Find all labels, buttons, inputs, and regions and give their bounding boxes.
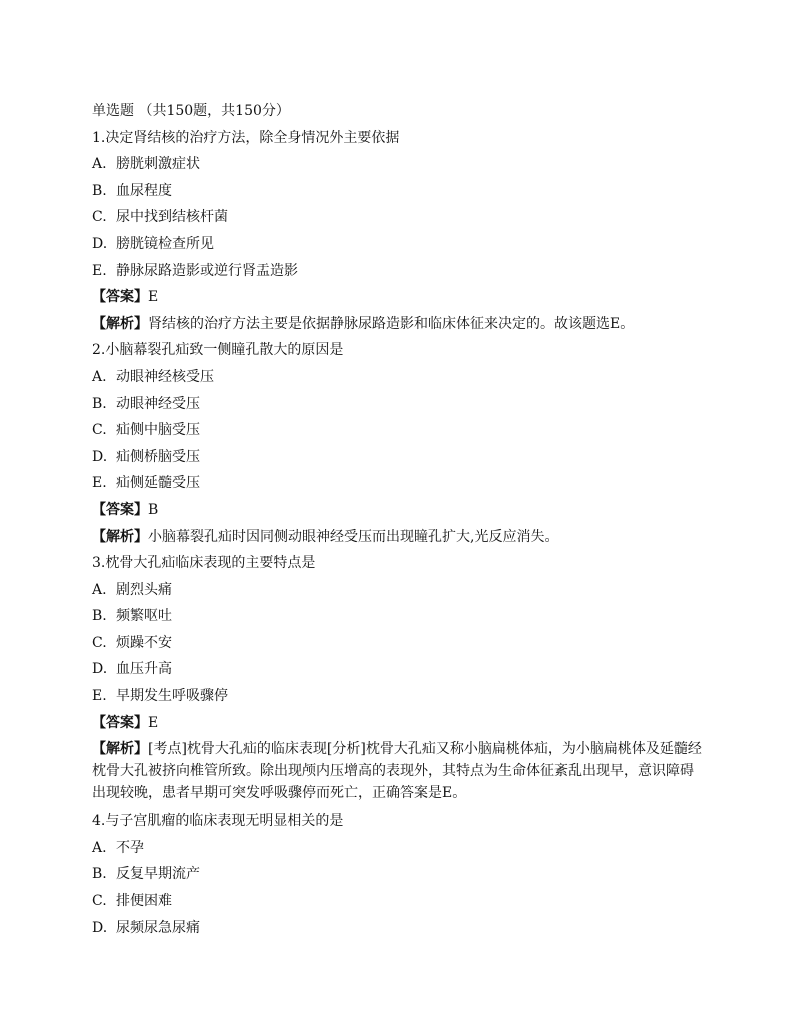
- answer-label: 【答案】: [92, 289, 148, 306]
- option-letter: D.: [92, 448, 108, 465]
- option-letter: D.: [92, 235, 108, 252]
- option-text: 频繁呕吐: [116, 608, 172, 625]
- option-letter: B.: [92, 395, 107, 412]
- answer-line: [92, 497, 702, 524]
- analysis-text: 小脑幕裂孔疝时因同侧动眼神经受压而出现瞳孔扩大,光反应消失。: [148, 528, 559, 545]
- option-text: 动眼神经核受压: [116, 368, 214, 385]
- option-text: 排便困难: [116, 893, 172, 910]
- question-1: [92, 125, 702, 338]
- option-letter: B.: [92, 608, 107, 625]
- option-d: [92, 444, 702, 471]
- answer-value: B: [148, 501, 159, 518]
- option-text: 血尿程度: [116, 182, 172, 199]
- option-letter: C.: [92, 634, 107, 651]
- question-stem: 1.决定肾结核的治疗方法，除全身情况外主要依据: [92, 129, 400, 146]
- option-text: 膀胱镜检查所见: [116, 235, 214, 252]
- question-4: [92, 808, 702, 941]
- option-letter: A.: [92, 839, 107, 856]
- analysis-label: 【解析】: [92, 528, 148, 545]
- option-text: 膀胱刺激症状: [116, 156, 200, 173]
- analysis-text: [考点]枕骨大孔疝的临床表现[分析]枕骨大孔疝又称小脑扁桃体疝，为小脑扁桃体及延髓经枕骨大孔被挤向椎管所致。除出现颅内压增高的表现外，其特点为生命体征紊乱出现早，意识障碍出现较晚，患者早期可突发呼吸骤停而死亡，正确答案是E。: [92, 741, 702, 802]
- option-text: 疝侧桥脑受压: [116, 448, 200, 465]
- option-a: [92, 364, 702, 391]
- option-c: [92, 417, 702, 444]
- option-c: [92, 888, 702, 915]
- option-letter: C.: [92, 422, 107, 439]
- question-stem: 3.枕骨大孔疝临床表现的主要特点是: [92, 555, 316, 572]
- option-letter: C.: [92, 893, 107, 910]
- option-text: 不孕: [116, 839, 144, 856]
- option-text: 疝侧延髓受压: [116, 475, 200, 492]
- option-a: [92, 835, 702, 862]
- option-text: 血压升高: [116, 661, 172, 678]
- option-c: [92, 630, 702, 657]
- section-header: 单选题 （共150题，共150分）: [92, 103, 290, 119]
- answer-value: E: [148, 289, 159, 306]
- analysis-paragraph: [92, 738, 702, 804]
- option-letter: B.: [92, 866, 107, 883]
- option-text: 烦躁不安: [116, 634, 172, 651]
- analysis-label: 【解析】: [92, 315, 148, 332]
- option-letter: E.: [92, 262, 107, 279]
- option-e: [92, 470, 702, 497]
- answer-line: [92, 710, 702, 737]
- option-text: 尿中找到结核杆菌: [116, 209, 228, 226]
- question-stem: 4.与子宫肌瘤的临床表现无明显相关的是: [92, 813, 344, 830]
- option-letter: D.: [92, 919, 108, 936]
- option-letter: E.: [92, 475, 107, 492]
- option-letter: A.: [92, 368, 107, 385]
- option-text: 动眼神经受压: [116, 395, 200, 412]
- answer-value: E: [148, 714, 159, 731]
- option-letter: D.: [92, 661, 108, 678]
- option-text: 剧烈头痛: [116, 581, 172, 598]
- option-letter: A.: [92, 581, 107, 598]
- option-letter: E.: [92, 688, 107, 705]
- question-3: [92, 550, 702, 804]
- answer-label: 【答案】: [92, 714, 148, 731]
- option-d: [92, 915, 702, 942]
- option-text: 反复早期流产: [116, 866, 200, 883]
- analysis-line: [92, 524, 702, 551]
- option-text: 疝侧中脑受压: [116, 422, 200, 439]
- option-text: 早期发生呼吸骤停: [116, 688, 228, 705]
- answer-line: [92, 284, 702, 311]
- analysis-text: 肾结核的治疗方法主要是依据静脉尿路造影和临床体征来决定的。故该题选E。: [148, 315, 635, 332]
- option-a: [92, 577, 702, 604]
- option-d: [92, 231, 702, 258]
- option-b: [92, 861, 702, 888]
- option-b: [92, 391, 702, 418]
- option-text: 静脉尿路造影或逆行肾盂造影: [116, 262, 298, 279]
- option-b: [92, 178, 702, 205]
- analysis-line: [92, 311, 702, 338]
- option-letter: B.: [92, 182, 107, 199]
- option-c: [92, 204, 702, 231]
- question-stem: 2.小脑幕裂孔疝致一侧瞳孔散大的原因是: [92, 342, 344, 359]
- question-2: [92, 337, 702, 550]
- analysis-label: 【解析】: [92, 741, 148, 758]
- option-d: [92, 656, 702, 683]
- answer-label: 【答案】: [92, 501, 148, 518]
- option-text: 尿频尿急尿痛: [116, 919, 200, 936]
- option-e: [92, 258, 702, 285]
- option-letter: A.: [92, 156, 107, 173]
- question-list: [92, 98, 702, 941]
- option-e: [92, 683, 702, 710]
- option-letter: C.: [92, 209, 107, 226]
- option-a: [92, 151, 702, 178]
- option-b: [92, 603, 702, 630]
